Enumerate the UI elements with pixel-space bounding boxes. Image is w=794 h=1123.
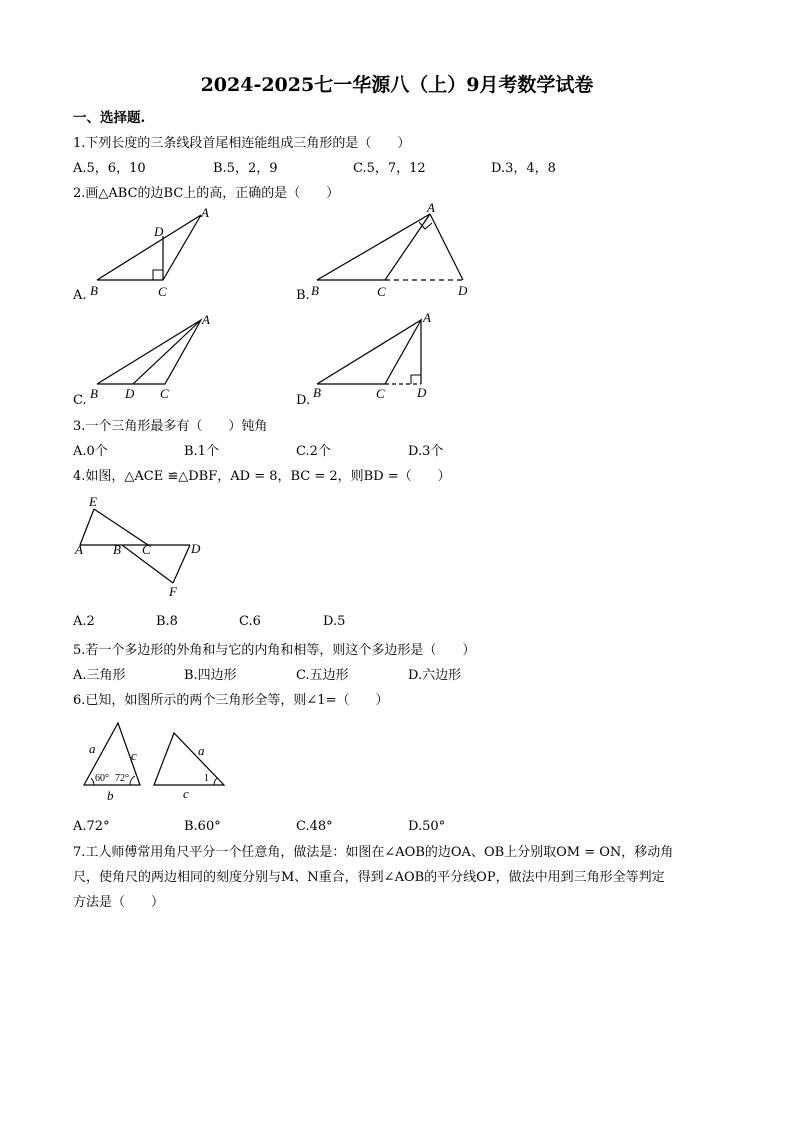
page-title: 2024-2025七一华源八（上）9月考数学试卷	[200, 74, 594, 96]
label-c: C	[376, 386, 385, 401]
section-heading: 一、选择题.	[73, 110, 146, 126]
label-d: D	[191, 541, 201, 556]
q2-option-b-label: B.	[296, 288, 310, 303]
label-f: F	[169, 584, 177, 599]
label-d: D	[125, 386, 135, 401]
option-b: B.1个	[184, 444, 219, 459]
label-b: B	[113, 542, 121, 557]
q2-option-a-label: A.	[73, 288, 87, 303]
option-d: D.3，4，8	[491, 161, 556, 176]
option-d: D.3个	[408, 444, 444, 459]
option-a: A.5，6，10	[73, 161, 146, 176]
label-a: A	[201, 205, 209, 220]
option-a: A.三角形	[73, 668, 126, 683]
label-d: D	[417, 385, 427, 400]
label-a2: a	[198, 743, 205, 758]
label-c: C	[377, 284, 386, 299]
median-line	[133, 320, 201, 384]
question-1-stem: 1.下列长度的三条线段首尾相连能组成三角形的是（ ）	[73, 136, 411, 151]
question-2-stem: 2.画△ABC的边BC上的高，正确的是（ ）	[73, 186, 340, 201]
q2-figure-d	[305, 308, 465, 408]
option-a: A.0个	[73, 444, 108, 459]
label-a: A	[202, 312, 210, 327]
label-a: a	[89, 741, 96, 756]
label-b: B	[311, 283, 319, 298]
label-c: C	[142, 542, 151, 557]
label-c: C	[160, 386, 169, 401]
right-angle-mark	[153, 270, 163, 280]
label-d: D	[458, 283, 468, 298]
right-angle-mark	[411, 375, 421, 384]
option-d: D.5	[323, 614, 346, 629]
question-5-stem: 5.若一个多边形的外角和与它的内角和相等，则这个多边形是（ ）	[73, 643, 476, 658]
question-7-line-2: 尺，使角尺的两边相同的刻度分别与M、N重合，得到∠AOB的平分线OP，做法中用到三角形全等判定	[73, 870, 665, 885]
altitude-line	[430, 214, 463, 280]
triangle-abc	[317, 320, 421, 384]
segment-ae	[80, 509, 94, 545]
label-b: B	[90, 386, 98, 401]
q2-figure-a	[85, 203, 225, 303]
option-b: B.60°	[184, 819, 221, 834]
label-b: B	[90, 283, 98, 298]
q2-option-c-label: C.	[73, 393, 87, 408]
option-c: C.五边形	[296, 668, 349, 683]
option-c: C.2个	[296, 444, 331, 459]
option-b: B.四边形	[184, 668, 237, 683]
option-c: C.5，7，12	[353, 161, 426, 176]
angle-arc-60	[91, 778, 94, 785]
q6-figure	[78, 715, 238, 807]
segment-fd	[173, 545, 190, 583]
label-c2: c	[183, 786, 189, 801]
triangle-2	[154, 733, 224, 785]
question-3-stem: 3.一个三角形最多有（ ）钝角	[73, 419, 268, 434]
option-c: C.6	[239, 614, 261, 629]
triangle-abc	[97, 320, 201, 384]
label-a: A	[75, 542, 83, 557]
angle-arc-1	[214, 778, 217, 785]
option-b: B.8	[156, 614, 178, 629]
triangle-abc	[317, 214, 430, 280]
angle-1: 1	[204, 773, 209, 784]
q2-option-d-label: D.	[296, 393, 311, 408]
label-b: B	[313, 385, 321, 400]
label-a: A	[423, 310, 431, 325]
label-c: c	[131, 748, 137, 763]
q2-figure-c	[85, 310, 225, 410]
q2-figure-b	[305, 200, 485, 303]
angle-arc-72	[130, 776, 135, 785]
option-a: A.2	[73, 614, 95, 629]
question-7-stem	[73, 840, 728, 915]
option-a: A.72°	[73, 819, 110, 834]
q4-figure	[70, 490, 210, 600]
question-6-stem: 6.已知，如图所示的两个三角形全等，则∠1=（ ）	[73, 693, 389, 708]
label-b: b	[107, 788, 114, 803]
angle-60: 60°	[95, 773, 109, 784]
question-4-stem: 4.如图，△ACE ≌△DBF，AD = 8，BC = 2，则BD =（ ）	[73, 469, 451, 484]
label-e: E	[89, 494, 97, 509]
option-b: B.5，2，9	[213, 161, 278, 176]
question-7-line-1: 7.工人师傅常用角尺平分一个任意角，做法是：如图在∠AOB的边OA、OB上分别取OM = ON，移动角	[73, 845, 674, 860]
label-d: D	[154, 224, 164, 239]
question-7-line-3: 方法是（ ）	[73, 895, 165, 910]
option-d: D.50°	[408, 819, 446, 834]
option-d: D.六边形	[408, 668, 462, 683]
label-c: C	[158, 284, 167, 299]
label-a: A	[427, 200, 435, 215]
option-c: C.48°	[296, 819, 333, 834]
segment-ec	[94, 509, 148, 545]
angle-72: 72°	[115, 773, 129, 784]
triangle-abc	[97, 215, 201, 280]
